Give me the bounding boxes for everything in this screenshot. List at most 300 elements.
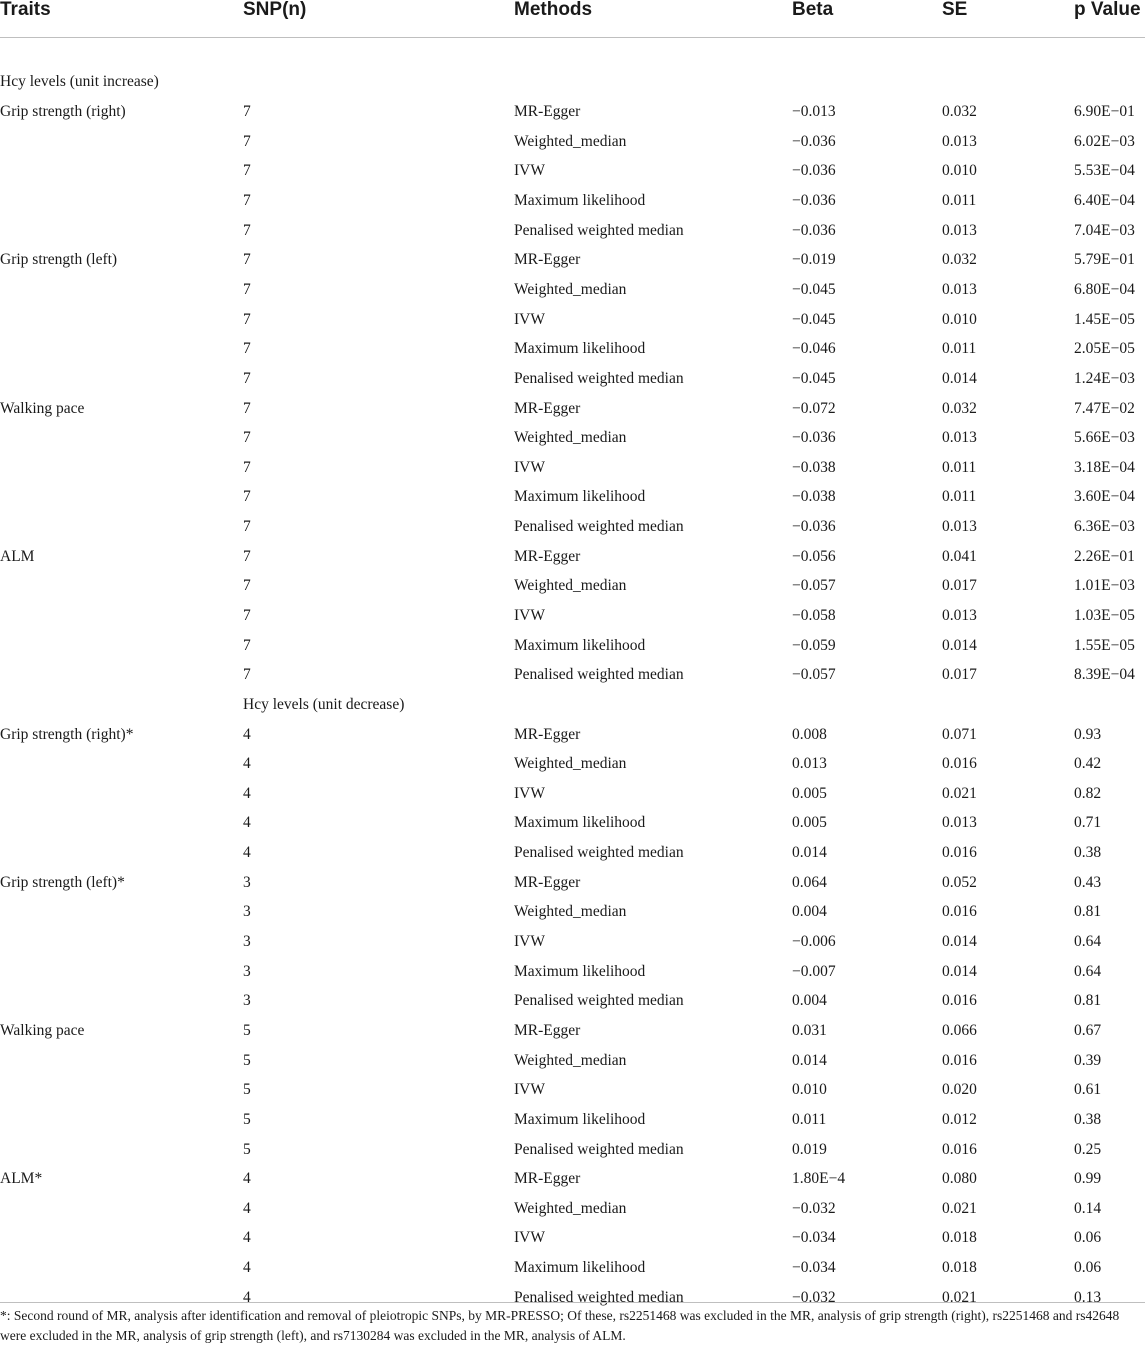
- beta-cell: 0.004: [792, 903, 827, 921]
- method-cell: MR-Egger: [514, 873, 581, 891]
- se-cell: 0.011: [942, 192, 977, 210]
- header-methods: Methods: [514, 0, 593, 20]
- se-cell: 0.020: [942, 1081, 977, 1099]
- p-value-cell: 6.90E−01: [1074, 103, 1135, 121]
- beta-cell: 0.014: [792, 1051, 827, 1069]
- method-cell: Maximum likelihood: [514, 636, 646, 654]
- se-cell: 0.012: [942, 1110, 977, 1128]
- p-value-cell: 0.14: [1074, 1199, 1102, 1217]
- snp-cell: 7: [243, 488, 251, 506]
- table-row: [0, 216, 1145, 246]
- method-cell: Weighted_median: [514, 903, 627, 921]
- beta-cell: −0.034: [792, 1259, 836, 1277]
- se-cell: 0.010: [942, 162, 977, 180]
- method-cell: Maximum likelihood: [514, 814, 646, 832]
- beta-cell: −0.036: [792, 221, 836, 239]
- trait-cell: [0, 987, 243, 1017]
- beta-cell: 0.008: [792, 725, 827, 743]
- snp-cell: 7: [243, 606, 251, 624]
- snp-cell: 3: [243, 903, 251, 921]
- beta-cell: 0.011: [792, 1110, 827, 1128]
- p-value-cell: 0.93: [1074, 725, 1102, 743]
- method-cell: Penalised weighted median: [514, 1140, 684, 1158]
- beta-cell: 0.010: [792, 1081, 827, 1099]
- snp-cell: 3: [243, 873, 251, 891]
- snp-cell: 4: [243, 1170, 251, 1188]
- snp-cell: 4: [243, 1199, 251, 1217]
- p-value-cell: 0.25: [1074, 1140, 1102, 1158]
- se-cell: 0.066: [942, 1021, 977, 1039]
- beta-cell: −0.046: [792, 340, 836, 358]
- se-cell: 0.013: [942, 221, 977, 239]
- snp-cell: Hcy levels (unit decrease): [243, 695, 405, 713]
- p-value-cell: 0.81: [1074, 903, 1102, 921]
- trait-cell: Hcy levels (unit increase): [0, 73, 159, 91]
- method-cell: Maximum likelihood: [514, 962, 646, 980]
- trait-cell: [0, 216, 243, 246]
- se-cell: [942, 68, 1074, 98]
- table-row: [0, 957, 1145, 987]
- header-snp-n: SNP(n): [243, 0, 307, 20]
- p-value-cell: 6.80E−04: [1074, 280, 1135, 298]
- beta-cell: −0.045: [792, 310, 836, 328]
- trait-cell: [0, 423, 243, 453]
- beta-cell: −0.057: [792, 666, 836, 684]
- method-cell: MR-Egger: [514, 399, 581, 417]
- method-cell: MR-Egger: [514, 103, 581, 121]
- snp-cell: 7: [243, 518, 251, 536]
- method-cell: Weighted_median: [514, 1051, 627, 1069]
- p-value-cell: 0.61: [1074, 1081, 1102, 1099]
- method-cell: Penalised weighted median: [514, 666, 684, 684]
- method-cell: MR-Egger: [514, 547, 581, 565]
- snp-cell: 4: [243, 1229, 251, 1247]
- se-cell: 0.013: [942, 814, 977, 832]
- snp-cell: 5: [243, 1140, 251, 1158]
- method-cell: Penalised weighted median: [514, 992, 684, 1010]
- se-cell: 0.013: [942, 429, 977, 447]
- beta-cell: −0.036: [792, 162, 836, 180]
- snp-cell: 7: [243, 577, 251, 595]
- beta-cell: −0.036: [792, 132, 836, 150]
- se-cell: 0.016: [942, 844, 977, 862]
- se-cell: 0.018: [942, 1229, 977, 1247]
- se-cell: 0.017: [942, 577, 977, 595]
- method-cell: IVW: [514, 606, 545, 624]
- se-cell: 0.016: [942, 1051, 977, 1069]
- p-value-cell: 8.39E−04: [1074, 666, 1135, 684]
- p-value-cell: 0.06: [1074, 1229, 1102, 1247]
- se-cell: 0.011: [942, 340, 977, 358]
- table-row: [0, 1135, 1145, 1165]
- beta-cell: 0.005: [792, 784, 827, 802]
- snp-cell: 4: [243, 814, 251, 832]
- header-row: [0, 0, 1145, 38]
- se-cell: 0.013: [942, 606, 977, 624]
- beta-cell: 0.014: [792, 844, 827, 862]
- trait-cell: [0, 957, 243, 987]
- p-value-cell: 0.38: [1074, 844, 1102, 862]
- beta-cell: −0.032: [792, 1288, 836, 1306]
- se-cell: 0.018: [942, 1259, 977, 1277]
- se-cell: 0.071: [942, 725, 977, 743]
- se-cell: 0.011: [942, 488, 977, 506]
- trait-cell: [0, 927, 243, 957]
- trait-cell: [0, 660, 243, 690]
- header-se: SE: [942, 0, 968, 20]
- snp-cell: 7: [243, 251, 251, 269]
- method-cell: IVW: [514, 1229, 545, 1247]
- method-cell: IVW: [514, 933, 545, 951]
- trait-cell: [0, 275, 243, 305]
- table-row: [0, 601, 1145, 631]
- method-cell: Maximum likelihood: [514, 192, 646, 210]
- beta-cell: −0.045: [792, 369, 836, 387]
- snp-cell: 7: [243, 666, 251, 684]
- p-value-cell: 0.81: [1074, 992, 1102, 1010]
- table-row: [0, 690, 1145, 720]
- p-value-cell: 0.64: [1074, 933, 1102, 951]
- se-cell: 0.032: [942, 399, 977, 417]
- table-row: [0, 631, 1145, 661]
- trait-cell: [0, 157, 243, 187]
- trait-cell: ALM*: [0, 1170, 43, 1188]
- snp-cell: 7: [243, 547, 251, 565]
- table-row: [0, 1253, 1145, 1283]
- se-cell: 0.016: [942, 755, 977, 773]
- table-row: [0, 394, 1145, 424]
- table-row: [0, 572, 1145, 602]
- p-value-cell: 0.71: [1074, 814, 1102, 832]
- trait-cell: Grip strength (right)*: [0, 725, 134, 743]
- se-cell: 0.014: [942, 636, 977, 654]
- beta-cell: −0.036: [792, 192, 836, 210]
- snp-cell: 4: [243, 755, 251, 773]
- trait-cell: [0, 1105, 243, 1135]
- beta-cell: [792, 68, 942, 98]
- method-cell: MR-Egger: [514, 1021, 581, 1039]
- footer-divider: [0, 1302, 1145, 1303]
- se-cell: 0.013: [942, 280, 977, 298]
- beta-cell: −0.036: [792, 518, 836, 536]
- snp-cell: 5: [243, 1110, 251, 1128]
- method-cell: IVW: [514, 310, 545, 328]
- header-beta: Beta: [792, 0, 834, 20]
- table-footnote: *: Second round of MR, analysis after identification and removal of pleiotropic SNPs, by MR-PRESSO; Of these, rs2251468 was excluded in the MR, analysis of grip strength (right), rs2251468 and rs42648 were excluded in the MR, analysis of grip strength (left), and rs7130284 was excluded in the MR, analysis of ALM.: [0, 1308, 1120, 1343]
- table-row: [0, 127, 1145, 157]
- trait-cell: [0, 512, 243, 542]
- trait-cell: [0, 364, 243, 394]
- p-value-cell: 0.67: [1074, 1021, 1102, 1039]
- p-value-cell: 5.66E−03: [1074, 429, 1135, 447]
- p-value-cell: 7.04E−03: [1074, 221, 1135, 239]
- snp-cell: 7: [243, 221, 251, 239]
- trait-cell: [0, 1224, 243, 1254]
- method-cell: [514, 68, 792, 98]
- p-value-cell: 2.26E−01: [1074, 547, 1135, 565]
- trait-cell: [0, 1194, 243, 1224]
- trait-cell: [0, 838, 243, 868]
- trait-cell: Grip strength (right): [0, 103, 126, 121]
- trait-cell: Walking pace: [0, 399, 85, 417]
- snp-cell: 7: [243, 132, 251, 150]
- trait-cell: [0, 334, 243, 364]
- table-row: [0, 1075, 1145, 1105]
- trait-cell: Grip strength (left)*: [0, 873, 125, 891]
- trait-cell: [0, 127, 243, 157]
- snp-cell: 7: [243, 280, 251, 298]
- table-row: [0, 157, 1145, 187]
- table-row: [0, 305, 1145, 335]
- p-value-cell: 0.06: [1074, 1259, 1102, 1277]
- method-cell: Penalised weighted median: [514, 221, 684, 239]
- method-cell: [514, 690, 792, 720]
- trait-cell: [0, 601, 243, 631]
- p-value-cell: 6.36E−03: [1074, 518, 1135, 536]
- beta-cell: 1.80E−4: [792, 1170, 846, 1188]
- method-cell: Maximum likelihood: [514, 1259, 646, 1277]
- p-value-cell: 6.02E−03: [1074, 132, 1135, 150]
- table-row: [0, 898, 1145, 928]
- snp-cell: 7: [243, 399, 251, 417]
- p-value-cell: 6.40E−04: [1074, 192, 1135, 210]
- trait-cell: [0, 809, 243, 839]
- se-cell: 0.052: [942, 873, 977, 891]
- header-p-value: p Value: [1074, 0, 1141, 20]
- table-row: [0, 927, 1145, 957]
- p-value-cell: [1074, 68, 1145, 98]
- trait-cell: [0, 631, 243, 661]
- snp-cell: 3: [243, 992, 251, 1010]
- table-row: [0, 720, 1145, 750]
- method-cell: IVW: [514, 162, 545, 180]
- method-cell: MR-Egger: [514, 725, 581, 743]
- beta-cell: −0.013: [792, 103, 836, 121]
- trait-cell: [0, 483, 243, 513]
- table-row: [0, 423, 1145, 453]
- beta-cell: −0.057: [792, 577, 836, 595]
- method-cell: IVW: [514, 1081, 545, 1099]
- table-row: [0, 1194, 1145, 1224]
- spacer-row: [0, 38, 1145, 68]
- se-cell: 0.021: [942, 1288, 977, 1306]
- trait-cell: [0, 1135, 243, 1165]
- table-row: [0, 275, 1145, 305]
- se-cell: 0.016: [942, 1140, 977, 1158]
- p-value-cell: 0.99: [1074, 1170, 1102, 1188]
- trait-cell: [0, 572, 243, 602]
- snp-cell: 5: [243, 1021, 251, 1039]
- se-cell: 0.013: [942, 518, 977, 536]
- trait-cell: Grip strength (left): [0, 251, 118, 269]
- beta-cell: 0.005: [792, 814, 827, 832]
- p-value-cell: 1.03E−05: [1074, 606, 1135, 624]
- table-row: [0, 779, 1145, 809]
- snp-cell: 7: [243, 429, 251, 447]
- p-value-cell: 5.79E−01: [1074, 251, 1135, 269]
- table-row: [0, 1105, 1145, 1135]
- p-value-cell: 0.43: [1074, 873, 1102, 891]
- p-value-cell: 0.64: [1074, 962, 1102, 980]
- snp-cell: 7: [243, 192, 251, 210]
- snp-cell: 4: [243, 1288, 251, 1306]
- p-value-cell: 1.55E−05: [1074, 636, 1135, 654]
- beta-cell: 0.013: [792, 755, 827, 773]
- method-cell: Weighted_median: [514, 429, 627, 447]
- se-cell: 0.014: [942, 962, 977, 980]
- table-body: [0, 38, 1145, 1313]
- table-row: [0, 868, 1145, 898]
- method-cell: Weighted_median: [514, 132, 627, 150]
- p-value-cell: [1074, 690, 1145, 720]
- table-row: [0, 542, 1145, 572]
- table-row: [0, 97, 1145, 127]
- method-cell: IVW: [514, 784, 545, 802]
- method-cell: Penalised weighted median: [514, 518, 684, 536]
- snp-cell: 7: [243, 369, 251, 387]
- method-cell: MR-Egger: [514, 1170, 581, 1188]
- snp-cell: 4: [243, 784, 251, 802]
- trait-cell: Walking pace: [0, 1021, 85, 1039]
- p-value-cell: 0.39: [1074, 1051, 1102, 1069]
- beta-cell: −0.019: [792, 251, 836, 269]
- se-cell: 0.017: [942, 666, 977, 684]
- trait-cell: [0, 749, 243, 779]
- beta-cell: −0.058: [792, 606, 836, 624]
- se-cell: 0.014: [942, 369, 977, 387]
- method-cell: Weighted_median: [514, 1199, 627, 1217]
- beta-cell: 0.031: [792, 1021, 827, 1039]
- table-row: [0, 453, 1145, 483]
- table-row: [0, 483, 1145, 513]
- beta-cell: −0.038: [792, 488, 836, 506]
- p-value-cell: 1.24E−03: [1074, 369, 1135, 387]
- beta-cell: −0.045: [792, 280, 836, 298]
- method-cell: Weighted_median: [514, 280, 627, 298]
- beta-cell: 0.004: [792, 992, 827, 1010]
- se-cell: 0.014: [942, 933, 977, 951]
- trait-cell: [0, 186, 243, 216]
- table-row: [0, 987, 1145, 1017]
- method-cell: MR-Egger: [514, 251, 581, 269]
- method-cell: Penalised weighted median: [514, 369, 684, 387]
- snp-cell: 7: [243, 636, 251, 654]
- se-cell: 0.013: [942, 132, 977, 150]
- beta-cell: −0.034: [792, 1229, 836, 1247]
- p-value-cell: 1.01E−03: [1074, 577, 1135, 595]
- p-value-cell: 2.05E−05: [1074, 340, 1135, 358]
- snp-cell: 4: [243, 844, 251, 862]
- beta-cell: −0.007: [792, 962, 836, 980]
- trait-cell: [0, 690, 243, 720]
- p-value-cell: 0.82: [1074, 784, 1102, 802]
- beta-cell: 0.064: [792, 873, 827, 891]
- table-row: [0, 1016, 1145, 1046]
- trait-cell: [0, 1046, 243, 1076]
- se-cell: 0.016: [942, 992, 977, 1010]
- beta-cell: −0.038: [792, 458, 836, 476]
- method-cell: Weighted_median: [514, 577, 627, 595]
- table-row: [0, 68, 1145, 98]
- table-row: [0, 186, 1145, 216]
- table-row: [0, 245, 1145, 275]
- snp-cell: [243, 68, 514, 98]
- p-value-cell: 0.42: [1074, 755, 1102, 773]
- se-cell: 0.016: [942, 903, 977, 921]
- snp-cell: 4: [243, 725, 251, 743]
- beta-cell: −0.072: [792, 399, 836, 417]
- p-value-cell: 0.38: [1074, 1110, 1102, 1128]
- method-cell: Maximum likelihood: [514, 1110, 646, 1128]
- se-cell: 0.021: [942, 784, 977, 802]
- beta-cell: −0.032: [792, 1199, 836, 1217]
- p-value-cell: 3.60E−04: [1074, 488, 1135, 506]
- snp-cell: 7: [243, 103, 251, 121]
- header-traits: Traits: [0, 0, 51, 20]
- trait-cell: [0, 779, 243, 809]
- method-cell: Maximum likelihood: [514, 488, 646, 506]
- p-value-cell: 7.47E−02: [1074, 399, 1135, 417]
- table-row: [0, 838, 1145, 868]
- beta-cell: [792, 690, 942, 720]
- trait-cell: [0, 1253, 243, 1283]
- table-row: [0, 364, 1145, 394]
- beta-cell: −0.056: [792, 547, 836, 565]
- snp-cell: 4: [243, 1259, 251, 1277]
- p-value-cell: 3.18E−04: [1074, 458, 1135, 476]
- p-value-cell: 5.53E−04: [1074, 162, 1135, 180]
- trait-cell: ALM: [0, 547, 35, 565]
- method-cell: Maximum likelihood: [514, 340, 646, 358]
- method-cell: IVW: [514, 458, 545, 476]
- beta-cell: 0.019: [792, 1140, 827, 1158]
- trait-cell: [0, 453, 243, 483]
- snp-cell: 7: [243, 310, 251, 328]
- snp-cell: 7: [243, 340, 251, 358]
- se-cell: 0.041: [942, 547, 977, 565]
- snp-cell: 7: [243, 162, 251, 180]
- se-cell: 0.010: [942, 310, 977, 328]
- table-row: [0, 1164, 1145, 1194]
- snp-cell: 3: [243, 962, 251, 980]
- table-row: [0, 1046, 1145, 1076]
- se-cell: [942, 690, 1074, 720]
- method-cell: Weighted_median: [514, 755, 627, 773]
- se-cell: 0.021: [942, 1199, 977, 1217]
- trait-cell: [0, 898, 243, 928]
- trait-cell: [0, 305, 243, 335]
- table-row: [0, 512, 1145, 542]
- beta-cell: −0.006: [792, 933, 836, 951]
- beta-cell: −0.059: [792, 636, 836, 654]
- beta-cell: −0.036: [792, 429, 836, 447]
- p-value-cell: 0.13: [1074, 1288, 1102, 1306]
- se-cell: 0.011: [942, 458, 977, 476]
- table-row: [0, 660, 1145, 690]
- snp-cell: 5: [243, 1081, 251, 1099]
- table-row: [0, 809, 1145, 839]
- table-row: [0, 1224, 1145, 1254]
- se-cell: 0.032: [942, 103, 977, 121]
- se-cell: 0.080: [942, 1170, 977, 1188]
- trait-cell: [0, 1075, 243, 1105]
- snp-cell: 3: [243, 933, 251, 951]
- method-cell: Penalised weighted median: [514, 844, 684, 862]
- method-cell: Penalised weighted median: [514, 1288, 684, 1306]
- table-row: [0, 334, 1145, 364]
- table-row: [0, 749, 1145, 779]
- p-value-cell: 1.45E−05: [1074, 310, 1135, 328]
